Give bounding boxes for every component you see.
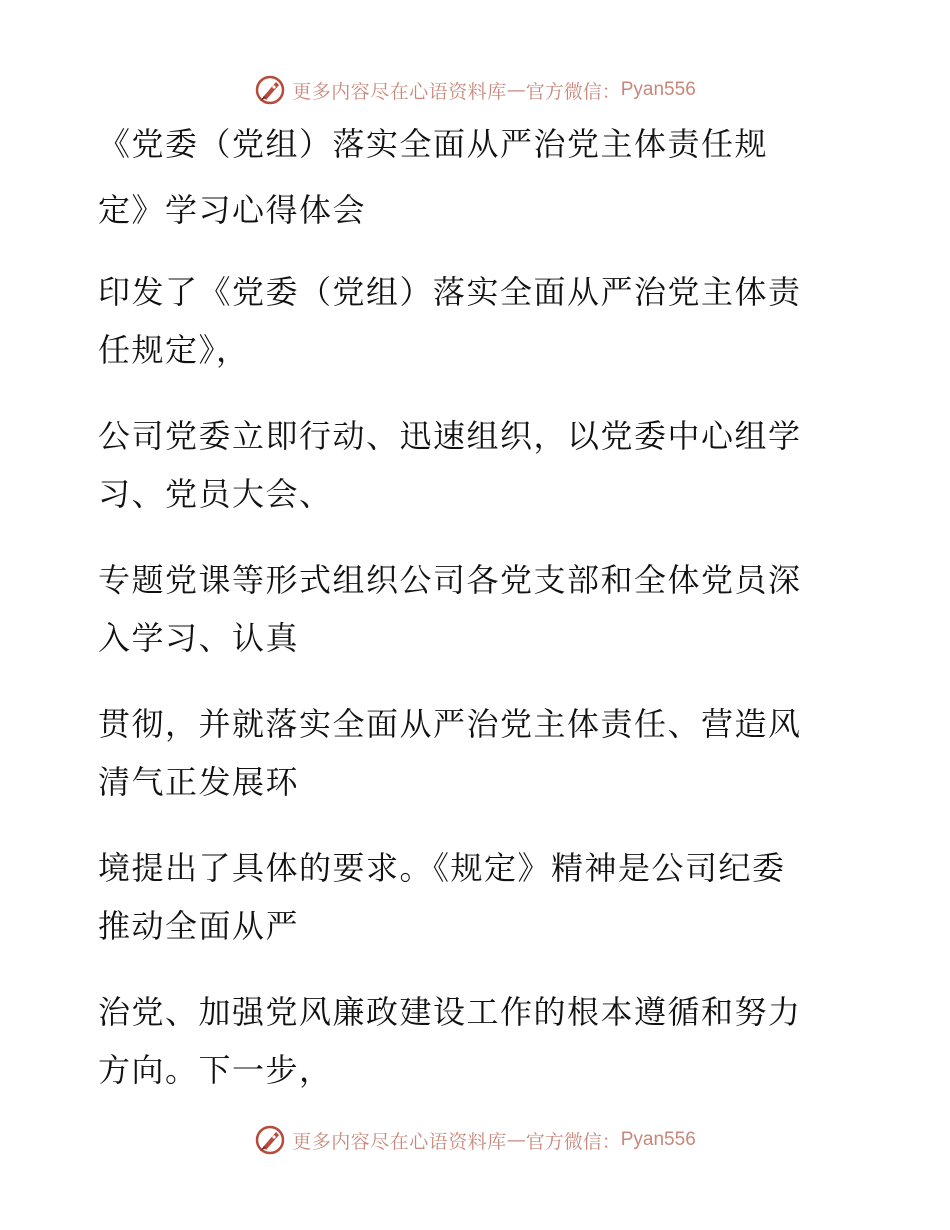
paragraph-line: 清气正发展环: [98, 763, 300, 801]
paragraph-line: 入学习、认真: [98, 619, 300, 657]
footer-wechat-id: Pyan556: [620, 1129, 696, 1150]
paragraph-3: [98, 562, 838, 656]
paragraph-line: 推动全面从严: [98, 907, 300, 945]
paragraph-1: [98, 274, 838, 368]
header-wechat-label: 官方微信：: [525, 80, 621, 103]
paragraph-line: 贯彻，并就落实全面从严治党主体责任、营造风: [98, 705, 802, 743]
paragraph-line: 印发了《党委（党组）落实全面从严治党主体责: [98, 273, 802, 311]
document-title-line-2: 定》学习心得体会: [98, 191, 367, 229]
paragraph-line: 专题党课等形式组织公司各党支部和全体党员深: [98, 561, 802, 599]
document-title-line-1: 《党委（党组）落实全面从严治党主体责任规: [98, 125, 769, 163]
pen-nib-logo-icon: [254, 74, 286, 106]
paragraph-4: [98, 706, 838, 800]
footer-separator: —: [506, 1129, 526, 1151]
header-wechat-id: Pyan556: [620, 79, 696, 100]
header-separator: —: [506, 79, 526, 101]
document-body: [98, 120, 838, 1088]
paragraph-6: [98, 994, 838, 1088]
paragraph-line: 境提出了具体的要求。《规定》精神是公司纪委: [98, 849, 786, 887]
paragraph-line: 公司党委立即行动、迅速组织，以党委中心组学: [98, 417, 802, 455]
paragraph-line: 习、党员大会、: [98, 475, 333, 513]
paragraph-2: [98, 418, 838, 512]
footer-site-text: 更多内容尽在心语资料库: [292, 1130, 507, 1153]
paragraph-5: [98, 850, 838, 944]
paragraph-line: 方向。下一步，: [98, 1051, 333, 1089]
pen-nib-logo-icon: [254, 1124, 286, 1156]
paragraph-line: 治党、加强党风廉政建设工作的根本遵循和努力: [98, 993, 802, 1031]
header-watermark-banner: [0, 70, 950, 110]
paragraph-line: 任规定》，: [98, 331, 250, 369]
header-site-text: 更多内容尽在心语资料库: [292, 80, 507, 103]
footer-watermark-banner: [0, 1120, 950, 1160]
footer-wechat-label: 官方微信：: [525, 1130, 621, 1153]
